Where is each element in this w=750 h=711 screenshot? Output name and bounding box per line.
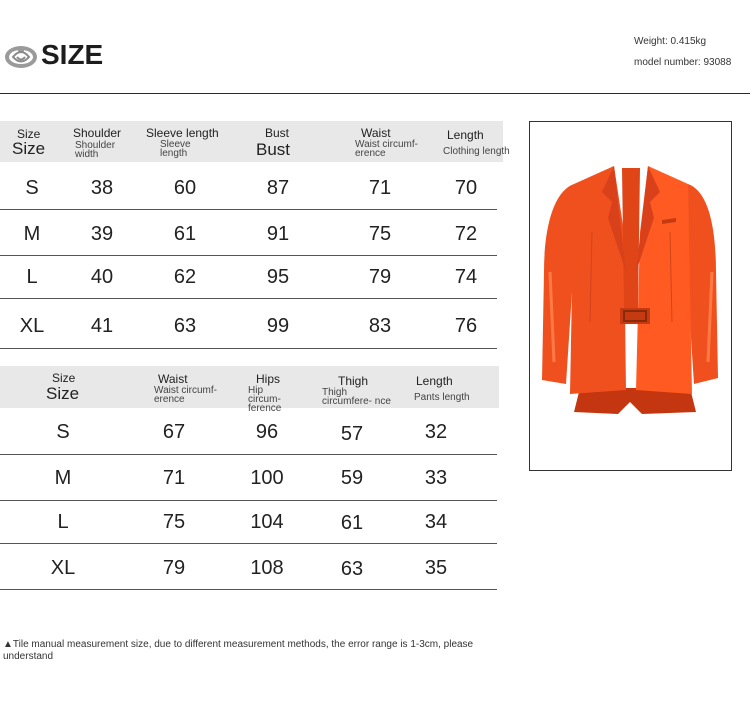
cell-sleeve: 60 xyxy=(173,177,197,199)
cell-size: XL xyxy=(50,557,76,579)
cell-bust: 99 xyxy=(266,315,290,337)
cell-length: 32 xyxy=(424,421,448,443)
measurement-footnote: ▲Tile manual measurement size, due to different measurement methods, the error range is 1-3cm, please understand xyxy=(3,639,474,662)
header-shoulder-sub: Shoulder width xyxy=(75,140,116,160)
cell-bust: 87 xyxy=(266,177,290,199)
cell-sleeve: 63 xyxy=(173,315,197,337)
header-length-sub: Clothing length xyxy=(443,146,510,157)
cell-shoulder: 40 xyxy=(90,266,114,288)
header-bust: Bust xyxy=(265,126,290,140)
weight-label: Weight: 0.415kg xyxy=(634,36,707,47)
cell-waist: 79 xyxy=(368,266,392,288)
cell-waist: 67 xyxy=(162,421,186,443)
header-size: Size xyxy=(17,127,41,141)
header-sleeve: Sleeve length xyxy=(146,126,219,140)
cell-length: 76 xyxy=(454,315,478,337)
header-bust-big: Bust xyxy=(256,140,291,159)
product-image-frame xyxy=(529,121,732,471)
header-shoulder: Shoulder xyxy=(73,126,122,140)
table-row xyxy=(0,256,497,299)
table-row xyxy=(0,455,497,501)
header-length: Length xyxy=(447,128,484,142)
logo-icon xyxy=(4,42,38,70)
header-size-big: Size xyxy=(12,139,46,158)
table-row xyxy=(0,501,497,544)
model-number-label: model number: 93088 xyxy=(634,57,732,68)
cell-bust: 91 xyxy=(266,223,290,245)
cell-thigh: 59 xyxy=(340,467,364,489)
header xyxy=(0,0,750,94)
table-row xyxy=(0,299,497,349)
table-row xyxy=(0,210,497,256)
table-row xyxy=(0,164,497,210)
cell-length: 33 xyxy=(424,467,448,489)
cell-size: L xyxy=(57,511,69,533)
header-hips-sub: Hip circum- ference xyxy=(248,385,282,414)
cell-size: M xyxy=(54,467,72,489)
header-waist: Waist xyxy=(361,126,391,140)
cell-waist: 71 xyxy=(162,467,186,489)
header-waist-sub: Waist circumf- erence xyxy=(355,139,418,159)
cell-size: S xyxy=(56,421,70,443)
cell-shoulder: 41 xyxy=(90,315,114,337)
cell-length: 74 xyxy=(454,266,478,288)
cell-length: 35 xyxy=(424,557,448,579)
cell-hips: 108 xyxy=(250,557,284,579)
cell-shoulder: 38 xyxy=(90,177,114,199)
cell-size: L xyxy=(26,266,38,288)
orange-blazer-image xyxy=(530,122,731,470)
header-size: Size xyxy=(52,371,76,385)
cell-length: 34 xyxy=(424,511,448,533)
header-thigh: Thigh xyxy=(338,374,369,388)
cell-waist: 75 xyxy=(368,223,392,245)
cell-thigh: 57 xyxy=(340,423,364,445)
table-row xyxy=(0,410,497,455)
cell-waist: 79 xyxy=(162,557,186,579)
header-size-big: Size xyxy=(46,384,80,403)
header-hips: Hips xyxy=(256,372,281,386)
table-row xyxy=(0,544,497,590)
header-sleeve-sub: Sleeve length xyxy=(160,139,191,159)
cell-hips: 96 xyxy=(255,421,279,443)
cell-thigh: 63 xyxy=(340,558,364,580)
cell-sleeve: 61 xyxy=(173,223,197,245)
header-length: Length xyxy=(416,374,453,388)
cell-length: 70 xyxy=(454,177,478,199)
cell-hips: 100 xyxy=(250,467,284,489)
cell-size: XL xyxy=(19,315,45,337)
cell-waist: 83 xyxy=(368,315,392,337)
cell-bust: 95 xyxy=(266,266,290,288)
header-waist: Waist xyxy=(158,372,188,386)
logo-text: SIZE xyxy=(41,39,104,70)
cell-thigh: 61 xyxy=(340,512,364,534)
header-waist-sub: Waist circumf- erence xyxy=(154,385,217,405)
header-length-sub: Pants length xyxy=(414,392,470,403)
cell-sleeve: 62 xyxy=(173,266,197,288)
cell-waist: 75 xyxy=(162,511,186,533)
cell-hips: 104 xyxy=(250,511,284,533)
header-thigh-sub: Thigh circumfere- nce xyxy=(322,387,391,407)
cell-size: M xyxy=(23,223,41,245)
cell-length: 72 xyxy=(454,223,478,245)
cell-size: S xyxy=(25,177,39,199)
cell-shoulder: 39 xyxy=(90,223,114,245)
cell-waist: 71 xyxy=(368,177,392,199)
